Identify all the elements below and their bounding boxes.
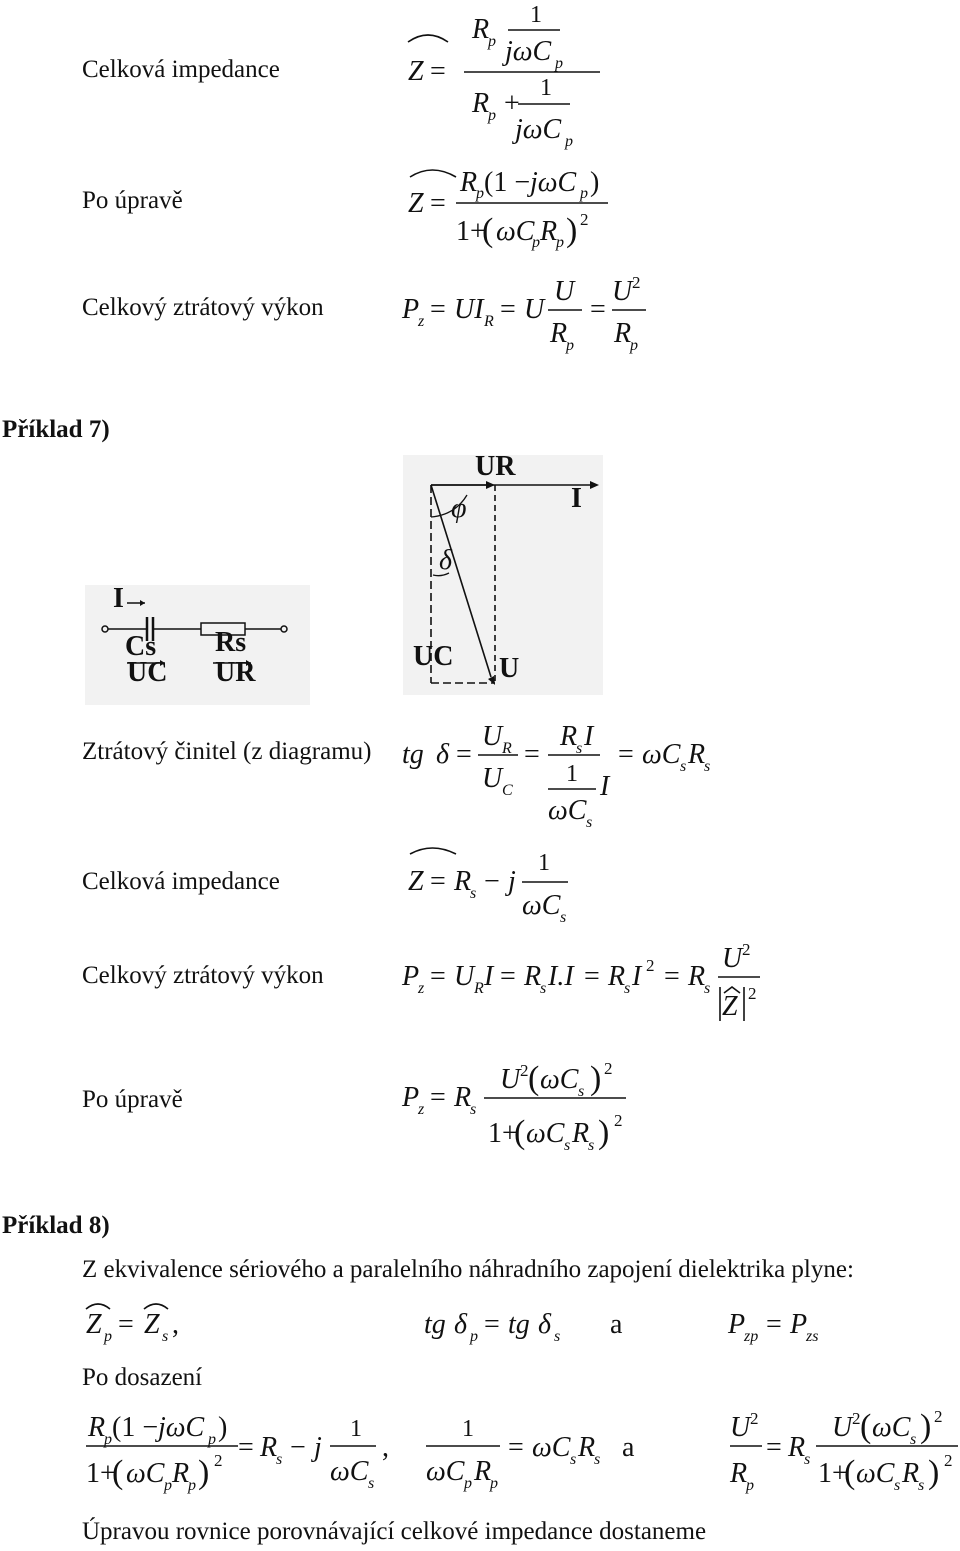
svg-text:(: (: [514, 1114, 526, 1151]
svg-text:p: p: [532, 234, 540, 251]
svg-text:j: j: [314, 1432, 322, 1463]
svg-text:j: j: [508, 866, 516, 897]
svg-text:p: p: [565, 133, 573, 150]
svg-text:1+: 1+: [86, 1458, 116, 1489]
svg-text:=: =: [500, 961, 516, 992]
svg-text:p: p: [556, 234, 564, 251]
svg-text:z: z: [418, 313, 425, 330]
svg-text:p: p: [104, 1328, 112, 1345]
svg-text:(: (: [528, 1060, 540, 1097]
svg-text:2: 2: [604, 1059, 613, 1078]
svg-text:=: =: [430, 188, 446, 219]
svg-text:jωC: jωC: [158, 1412, 205, 1443]
svg-text:P: P: [402, 1082, 420, 1113]
svg-text:R: R: [788, 1432, 806, 1463]
label-after-edit-2: Po úpravě: [82, 1086, 183, 1113]
label-substituted: Po dosazení: [82, 1364, 203, 1391]
svg-text:p: p: [476, 185, 484, 202]
svg-text:I: I: [484, 961, 494, 992]
conjunction-a-1: a: [610, 1309, 623, 1340]
svg-text:,: ,: [172, 1309, 179, 1340]
svg-text:P: P: [728, 1309, 746, 1340]
circuit-label-voltage-r: UR: [215, 657, 256, 688]
svg-text:p: p: [566, 337, 574, 354]
svg-text:I.I: I.I: [548, 961, 574, 992]
svg-text:=: =: [618, 739, 634, 770]
svg-text:C: C: [502, 782, 513, 799]
svg-text:s: s: [680, 758, 687, 775]
svg-text:s: s: [918, 1477, 925, 1494]
svg-text:s: s: [162, 1328, 169, 1345]
svg-text:R: R: [260, 1432, 278, 1463]
svg-text:zp: zp: [744, 1328, 759, 1345]
svg-text:p: p: [488, 107, 496, 124]
svg-text:p: p: [104, 1431, 112, 1448]
svg-text:z: z: [418, 980, 425, 997]
svg-text:2: 2: [580, 210, 589, 229]
svg-text:2: 2: [520, 1061, 529, 1080]
svg-text:=: =: [664, 961, 680, 992]
svg-text:Z: Z: [144, 1309, 160, 1340]
svg-text:1+: 1+: [488, 1118, 518, 1149]
label-loss-factor: Ztrátový činitel (z diagramu): [82, 738, 372, 765]
svg-text:1: 1: [350, 1416, 362, 1442]
svg-text:ωC: ωC: [526, 1118, 565, 1149]
svg-text:δ: δ: [454, 1309, 468, 1340]
svg-text:): ): [920, 1408, 932, 1445]
svg-text:2: 2: [750, 1409, 759, 1428]
svg-text:=: =: [456, 739, 472, 770]
svg-text:U: U: [730, 1412, 751, 1443]
svg-text:R: R: [474, 1456, 492, 1487]
svg-text:=: =: [766, 1432, 782, 1463]
svg-text:U: U: [832, 1412, 853, 1443]
svg-text:P: P: [402, 961, 420, 992]
phasor-label-phi: φ: [451, 493, 467, 524]
svg-text:R: R: [902, 1458, 920, 1489]
svg-text:tg: tg: [424, 1309, 446, 1340]
svg-text:tg: tg: [402, 739, 424, 770]
svg-text:U: U: [482, 721, 503, 752]
circuit-diagram: [85, 585, 310, 705]
svg-text:=: =: [430, 1082, 446, 1113]
svg-text:): ): [928, 1454, 940, 1491]
svg-text:s: s: [586, 814, 593, 831]
svg-text:(1 −: (1 −: [484, 167, 531, 198]
svg-text:tg: tg: [508, 1309, 530, 1340]
svg-text:1: 1: [540, 75, 552, 101]
svg-text:(1 −: (1 −: [112, 1412, 159, 1443]
equation-substituted-row: [82, 1400, 960, 1510]
svg-text:s: s: [910, 1431, 917, 1448]
phasor-label-uc: UC: [413, 641, 454, 672]
svg-text:s: s: [470, 1101, 477, 1118]
svg-text:R: R: [474, 980, 484, 997]
label-total-impedance-2: Celková impedance: [82, 868, 280, 895]
svg-text:=: =: [524, 739, 540, 770]
svg-text:s: s: [704, 758, 711, 775]
label-total-impedance-1: Celková impedance: [82, 56, 280, 83]
label-after-edit-1: Po úpravě: [82, 187, 183, 214]
svg-text:1: 1: [462, 1416, 474, 1442]
equation-loss-power-series: [400, 935, 780, 1030]
svg-text:R: R: [472, 88, 490, 119]
svg-text:p: p: [464, 1475, 472, 1492]
label-total-loss-power-1: Celkový ztrátový výkon: [82, 294, 324, 321]
heading-example-7: Příklad 7): [2, 416, 110, 443]
svg-text:p: p: [208, 1431, 216, 1448]
svg-text:U: U: [554, 276, 575, 307]
svg-text:=: =: [118, 1309, 134, 1340]
svg-text:ωC: ωC: [540, 1064, 579, 1095]
svg-text:s: s: [588, 1137, 595, 1154]
svg-text:=: =: [430, 294, 446, 325]
svg-text:Z: Z: [408, 866, 424, 897]
svg-text:R: R: [572, 1118, 590, 1149]
svg-text:R: R: [688, 739, 706, 770]
svg-text:2: 2: [934, 1407, 943, 1426]
svg-text:1: 1: [538, 850, 550, 876]
svg-text:ωC: ωC: [548, 795, 587, 826]
intro-text: Z ekvivalence sériového a paralelního náhradního zapojení dielektrika plyne:: [82, 1256, 854, 1283]
svg-text:U: U: [454, 961, 475, 992]
equation-loss-power-edited: [400, 1050, 640, 1160]
svg-text:(: (: [482, 212, 494, 249]
svg-text:2: 2: [742, 940, 751, 959]
svg-text:R: R: [560, 721, 578, 752]
heading-example-8: Příklad 8): [2, 1212, 110, 1239]
svg-text:s: s: [624, 980, 631, 997]
phasor-label-u: U: [499, 653, 520, 684]
svg-text:Z: Z: [408, 188, 424, 219]
svg-text:1+: 1+: [818, 1458, 848, 1489]
svg-text:p: p: [490, 1475, 498, 1492]
svg-text:s: s: [470, 885, 477, 902]
svg-text:U: U: [612, 276, 633, 307]
svg-text:R: R: [454, 1082, 472, 1113]
equation-loss-power-parallel: [400, 270, 650, 360]
circuit-label-resistor: Rs: [215, 627, 247, 658]
svg-text:P: P: [790, 1309, 808, 1340]
equation-series-impedance: [400, 840, 600, 930]
svg-text:U: U: [722, 943, 743, 974]
svg-text:R: R: [472, 14, 490, 45]
svg-text:jωC: jωC: [530, 167, 577, 198]
svg-text:I: I: [584, 721, 594, 752]
svg-text:): ): [198, 1454, 210, 1491]
svg-text:p: p: [555, 55, 563, 72]
svg-text:p: p: [488, 33, 496, 50]
svg-text:s: s: [570, 1451, 577, 1468]
svg-text:1+: 1+: [456, 216, 486, 247]
circuit-label-capacitor: Cs: [125, 631, 157, 662]
svg-text:R: R: [502, 740, 512, 757]
svg-text:ωC: ωC: [426, 1456, 465, 1487]
svg-text:(: (: [112, 1454, 124, 1491]
svg-text:R: R: [88, 1412, 106, 1443]
svg-text:s: s: [594, 1451, 601, 1468]
svg-text:1: 1: [566, 761, 578, 787]
svg-text:R: R: [524, 961, 542, 992]
svg-text:s: s: [540, 980, 547, 997]
svg-text:2: 2: [748, 984, 757, 1003]
svg-text:s: s: [704, 980, 711, 997]
svg-text:2: 2: [214, 1451, 223, 1470]
svg-text:2: 2: [646, 956, 655, 975]
svg-text:s: s: [578, 1083, 585, 1100]
svg-text:UI: UI: [454, 294, 484, 325]
svg-text:U: U: [500, 1064, 521, 1095]
svg-text:z: z: [418, 1101, 425, 1118]
svg-text:R: R: [454, 866, 472, 897]
circuit-label-voltage-c: UC: [127, 657, 168, 688]
svg-text:+: +: [504, 88, 520, 119]
svg-text:2: 2: [944, 1451, 953, 1470]
svg-text:R: R: [484, 313, 494, 330]
svg-text:R: R: [608, 961, 626, 992]
svg-text:ωC: ωC: [330, 1456, 369, 1487]
svg-text:P: P: [402, 294, 420, 325]
circuit-label-current: I: [113, 583, 124, 614]
svg-text:I: I: [632, 961, 642, 992]
svg-text:=: =: [584, 961, 600, 992]
equation-impedance-edited: [400, 155, 620, 255]
svg-text:=: =: [590, 294, 606, 325]
svg-text:ωC: ωC: [532, 1432, 571, 1463]
svg-text:p: p: [580, 185, 588, 202]
svg-text:=: =: [238, 1432, 254, 1463]
svg-text:δ: δ: [436, 739, 450, 770]
svg-text:): ): [598, 1114, 610, 1151]
svg-text:(: (: [860, 1408, 872, 1445]
svg-text:p: p: [746, 1477, 754, 1494]
svg-text:2: 2: [632, 273, 641, 292]
phasor-label-delta: δ: [439, 545, 453, 576]
svg-text:=: =: [430, 961, 446, 992]
svg-text:R: R: [550, 318, 568, 349]
svg-text:=: =: [500, 294, 516, 325]
svg-text:R: R: [460, 167, 478, 198]
svg-text:): ): [218, 1412, 228, 1443]
svg-text:(: (: [844, 1454, 856, 1491]
svg-text:=: =: [430, 56, 446, 87]
svg-text:,: ,: [382, 1432, 389, 1463]
svg-text:jωC: jωC: [515, 114, 562, 145]
svg-text:=: =: [484, 1309, 500, 1340]
svg-text:2: 2: [852, 1409, 861, 1428]
svg-text:): ): [590, 167, 600, 198]
svg-text:ωC: ωC: [126, 1458, 165, 1489]
svg-text:s: s: [560, 909, 567, 926]
phasor-label-current: I: [571, 483, 582, 514]
svg-text:U: U: [482, 763, 503, 794]
svg-text:=: =: [508, 1432, 524, 1463]
svg-text:I: I: [600, 771, 610, 802]
svg-text:p: p: [470, 1328, 478, 1345]
svg-text:−: −: [484, 866, 500, 897]
svg-text:s: s: [554, 1328, 561, 1345]
svg-text:s: s: [894, 1477, 901, 1494]
svg-text:2: 2: [614, 1111, 623, 1130]
svg-text:ωC: ωC: [496, 216, 535, 247]
svg-text:1: 1: [530, 2, 542, 28]
phasor-diagram: [403, 451, 603, 695]
svg-text:s: s: [576, 740, 583, 757]
svg-text:s: s: [368, 1475, 375, 1492]
svg-text:p: p: [164, 1477, 172, 1494]
svg-text:ωC: ωC: [642, 739, 681, 770]
svg-text:s: s: [564, 1137, 571, 1154]
svg-text:p: p: [630, 337, 638, 354]
svg-text:p: p: [188, 1477, 196, 1494]
conjunction-a-2: a: [622, 1432, 635, 1463]
svg-text:R: R: [172, 1458, 190, 1489]
svg-text:ωC: ωC: [872, 1412, 911, 1443]
svg-text:U: U: [524, 294, 545, 325]
svg-text:=: =: [430, 866, 446, 897]
svg-text:ωC: ωC: [856, 1458, 895, 1489]
svg-text:Z: Z: [86, 1309, 102, 1340]
svg-text:ωC: ωC: [522, 890, 561, 921]
svg-text:R: R: [614, 318, 632, 349]
svg-text:R: R: [540, 216, 558, 247]
svg-text:Z: Z: [408, 56, 424, 87]
svg-text:R: R: [688, 961, 706, 992]
svg-text:): ): [590, 1060, 602, 1097]
svg-text:): ): [566, 212, 578, 249]
svg-text:s: s: [804, 1451, 811, 1468]
svg-text:δ: δ: [538, 1309, 552, 1340]
svg-text:R: R: [730, 1458, 748, 1489]
label-total-loss-power-2: Celkový ztrátový výkon: [82, 962, 324, 989]
svg-text:s: s: [276, 1451, 283, 1468]
equation-equivalence-row: [82, 1295, 842, 1350]
equation-parallel-impedance: [400, 0, 620, 150]
svg-text:jωC: jωC: [505, 36, 552, 67]
phasor-label-ur: UR: [475, 451, 516, 482]
svg-text:Z: Z: [722, 991, 738, 1022]
svg-text:R: R: [578, 1432, 596, 1463]
equation-loss-factor: [400, 715, 730, 835]
closing-text: Úpravou rovnice porovnávající celkové impedance dostaneme: [82, 1518, 707, 1545]
svg-text:=: =: [766, 1309, 782, 1340]
svg-text:zs: zs: [806, 1328, 819, 1345]
svg-text:−: −: [290, 1432, 306, 1463]
